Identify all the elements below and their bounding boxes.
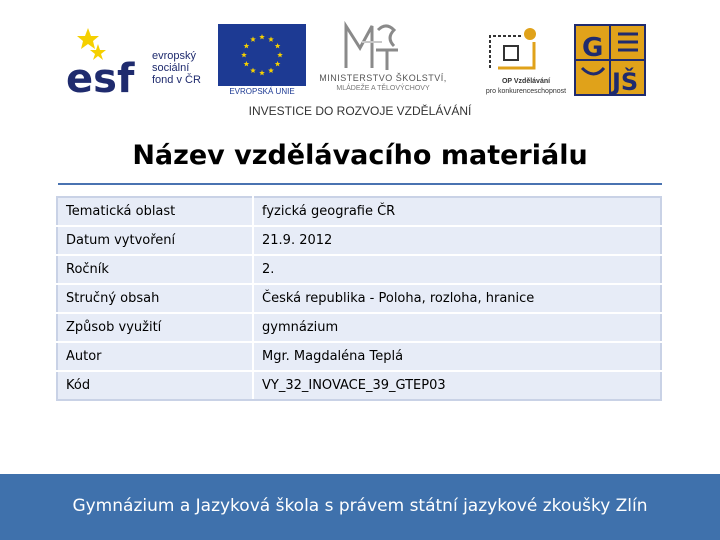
esf-line-1: evropský xyxy=(152,50,197,62)
row-label: Způsob využití xyxy=(57,313,253,342)
gjs-logo xyxy=(574,24,646,96)
row-label: Stručný obsah xyxy=(57,284,253,313)
eu-star-icon xyxy=(268,36,274,41)
eu-star-icon xyxy=(277,52,283,57)
msmt-line-2: MLÁDEŽE A TĚLOVÝCHOVY xyxy=(336,85,430,92)
eu-logo xyxy=(218,24,306,98)
table-row xyxy=(57,226,661,255)
op-line-1: OP Vzdělávání xyxy=(501,78,551,85)
table-row xyxy=(57,197,661,226)
row-value: VY_32_INOVACE_39_GTEP03 xyxy=(253,371,661,400)
row-label: Ročník xyxy=(57,255,253,284)
esf-letters: esf xyxy=(66,56,135,98)
metadata-table xyxy=(56,196,662,401)
footer-bar xyxy=(0,474,720,540)
row-value: gymnázium xyxy=(253,313,661,342)
row-label: Tematická oblast xyxy=(57,197,253,226)
row-value: 2. xyxy=(253,255,661,284)
eu-star-icon xyxy=(259,34,265,39)
eu-flag-icon xyxy=(218,24,306,86)
gjs-top-letter: G xyxy=(582,33,604,63)
esf-mark-icon xyxy=(66,24,150,98)
msmt-logo xyxy=(308,20,458,102)
investice-slogan: INVESTICE DO ROZVOJE VZDĚLÁVÁNÍ xyxy=(248,104,472,118)
row-label: Kód xyxy=(57,371,253,400)
row-value: Mgr. Magdaléna Teplá xyxy=(253,342,661,371)
row-value: fyzická geografie ČR xyxy=(253,197,661,226)
eu-star-icon xyxy=(250,68,256,73)
eu-star-icon xyxy=(244,43,250,48)
eu-star-icon xyxy=(275,61,281,66)
eu-star-icon xyxy=(275,43,281,48)
row-label: Autor xyxy=(57,342,253,371)
table-row xyxy=(57,313,661,342)
eu-star-icon xyxy=(250,36,256,41)
msmt-line-1: MINISTERSTVO ŠKOLSTVÍ, xyxy=(319,73,447,83)
table-row xyxy=(57,371,661,400)
logo-bar xyxy=(0,0,720,130)
eu-star-icon xyxy=(244,61,250,66)
eu-star-icon xyxy=(259,70,265,75)
op-line-2: pro konkurenceschopnost xyxy=(485,88,567,95)
esf-line-3: fond v ČR xyxy=(152,74,201,86)
page-title: Název vzdělávacího materiálu xyxy=(132,140,588,171)
footer-school-name: Gymnázium a Jazyková škola s právem státní jazykové zkoušky Zlín xyxy=(72,496,648,516)
op-mark-icon xyxy=(484,24,546,74)
eu-star-icon xyxy=(268,68,274,73)
eu-star-icon xyxy=(241,52,247,57)
row-label: Datum vytvoření xyxy=(57,226,253,255)
esf-logo xyxy=(66,24,214,98)
table-row xyxy=(57,342,661,371)
gjs-mark-icon xyxy=(574,24,646,96)
table-row xyxy=(57,255,661,284)
title-divider xyxy=(58,183,662,185)
esf-line-2: sociální xyxy=(152,62,190,74)
gjs-bottom-letters: JŠ xyxy=(612,68,639,96)
row-value: Česká republika - Poloha, rozloha, hranice xyxy=(253,284,661,313)
row-value: 21.9. 2012 xyxy=(253,226,661,255)
table-row xyxy=(57,284,661,313)
op-logo xyxy=(476,24,567,98)
msmt-mark-icon xyxy=(342,20,402,72)
eu-caption: EVROPSKÁ UNIE xyxy=(218,86,306,98)
